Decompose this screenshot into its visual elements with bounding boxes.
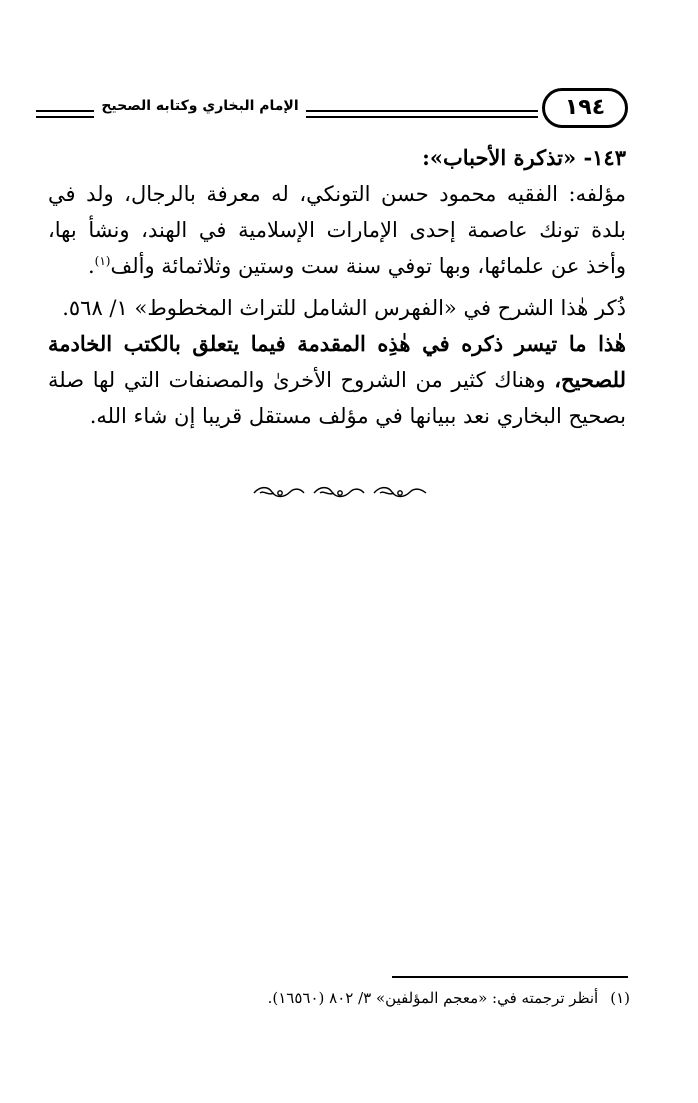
author-paragraph — [48, 176, 626, 284]
running-title: الإمام البخاري وكتابه الصحيح — [101, 98, 299, 114]
author-paragraph-text: مؤلفه: الفقيه محمود حسن التونكي، له معرفة بالرجال، ولد في بلدة تونك عاصمة إحدى الإمارات الإسلامية في الهند، ونشأ بها، وأخذ عن علمائها، وبها توفي سنة ست وستين وثلاثمائة وألف — [48, 182, 626, 278]
header-rule-middle — [306, 110, 538, 119]
header-rule-left — [36, 110, 94, 119]
footnote — [190, 986, 630, 1010]
closing-paragraph-rest: وهناك كثير من الشروح الأخرىٰ والمصنفات التي لها صلة بصحيح البخاري نعد ببيانها في مؤلف مستقل قريبا إن شاء الله. — [48, 368, 626, 428]
footnote-reference: (١) — [94, 254, 111, 268]
author-paragraph-end: . — [87, 254, 95, 278]
footnote-number: (١) — [610, 989, 630, 1007]
entry-heading: ١٤٣- «تذكرة الأحباب»: — [422, 145, 626, 170]
closing-paragraph-bold: هٰذا ما تيسر ذكره في هٰذِه المقدمة فيما يتعلق بالكتب الخادمة للصحيح، — [48, 331, 626, 392]
ornament-flourish-icon — [254, 488, 426, 497]
closing-paragraph — [48, 326, 626, 434]
page-header — [36, 84, 634, 134]
mention-paragraph: ذُكر هٰذا الشرح في «الفهرس الشامل للتراث المخطوط» ١/ ٥٦٨. — [62, 296, 626, 320]
footnote-separator — [392, 976, 628, 978]
page-number-badge: ١٩٤ — [542, 88, 628, 128]
main-text — [48, 140, 626, 434]
ornament-divider — [250, 484, 432, 502]
footnote-text: أنظر ترجمته في: «معجم المؤلفين» ٣/ ٨٠٢ (١٦٥٦٠). — [267, 989, 599, 1007]
